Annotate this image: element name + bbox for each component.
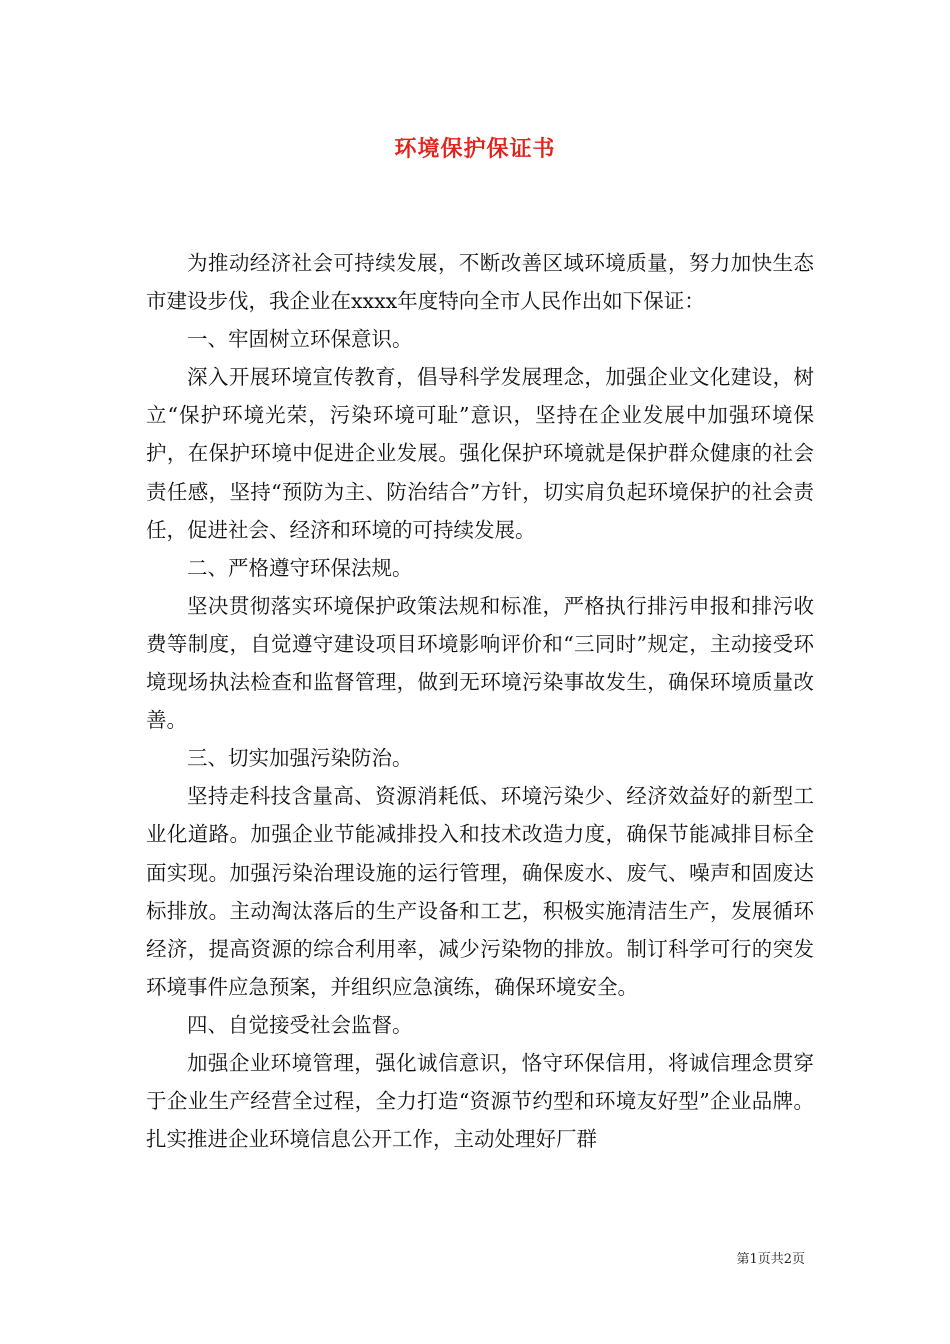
section-paragraph-1: 深入开展环境宣传教育，倡导科学发展理念，加强企业文化建设，树立“保护环境光荣，污染环境可耻”意识，坚持在企业发展中加强环境保护，在保护环境中促进企业发展。强化保护环境就是保护群众健康的社会责任感，坚持“预防为主、防治结合”方针，切实肩负起环境保护的社会责任，促进社会、经济和环境的可持续发展。 (146, 365, 814, 542)
section-heading-4: 四、自觉接受社会监督。 (187, 1012, 413, 1037)
section-heading-3: 三、切实加强污染防治。 (187, 746, 413, 771)
page-number: 第1页共2页 (736, 1252, 805, 1267)
section-paragraph-3: 坚持走科技含量高、资源消耗低、环境污染少、经济效益好的新型工业化道路。加强企业节能减排投入和技术改造力度，确保节能减排目标全面实现。加强污染治理设施的运行管理，确保废水、废气、噪声和固废达标排放。主动淘汰落后的生产设备和工艺，积极实施清洁生产，发展循环经济，提高资源的综合利用率，减少污染物的排放。制订科学可行的突发环境事件应急预案，并组织应急演练，确保环境安全。 (146, 784, 814, 999)
document-body (146, 244, 814, 1158)
section-heading-1: 一、牢固树立环保意识。 (187, 327, 413, 352)
section-heading-2: 二、严格遵守环保法规。 (187, 555, 413, 580)
document-title: 环境保护保证书 (394, 136, 556, 162)
section-paragraph-2: 坚决贯彻落实环境保护政策法规和标准，严格执行排污申报和排污收费等制度，自觉遵守建设项目环境影响评价和“三同时”规定，主动接受环境现场执法检查和监督管理，做到无环境污染事故发生，确保环境质量改善。 (146, 593, 814, 733)
intro-paragraph: 为推动经济社会可持续发展，不断改善区域环境质量，努力加快生态市建设步伐，我企业在xxxx年度特向全市人民作出如下保证： (146, 251, 814, 314)
section-paragraph-4: 加强企业环境管理，强化诚信意识，恪守环保信用，将诚信理念贯穿于企业生产经营全过程，全力打造“资源节约型和环境友好型”企业品牌。扎实推进企业环境信息公开工作，主动处理好厂群 (146, 1050, 814, 1152)
